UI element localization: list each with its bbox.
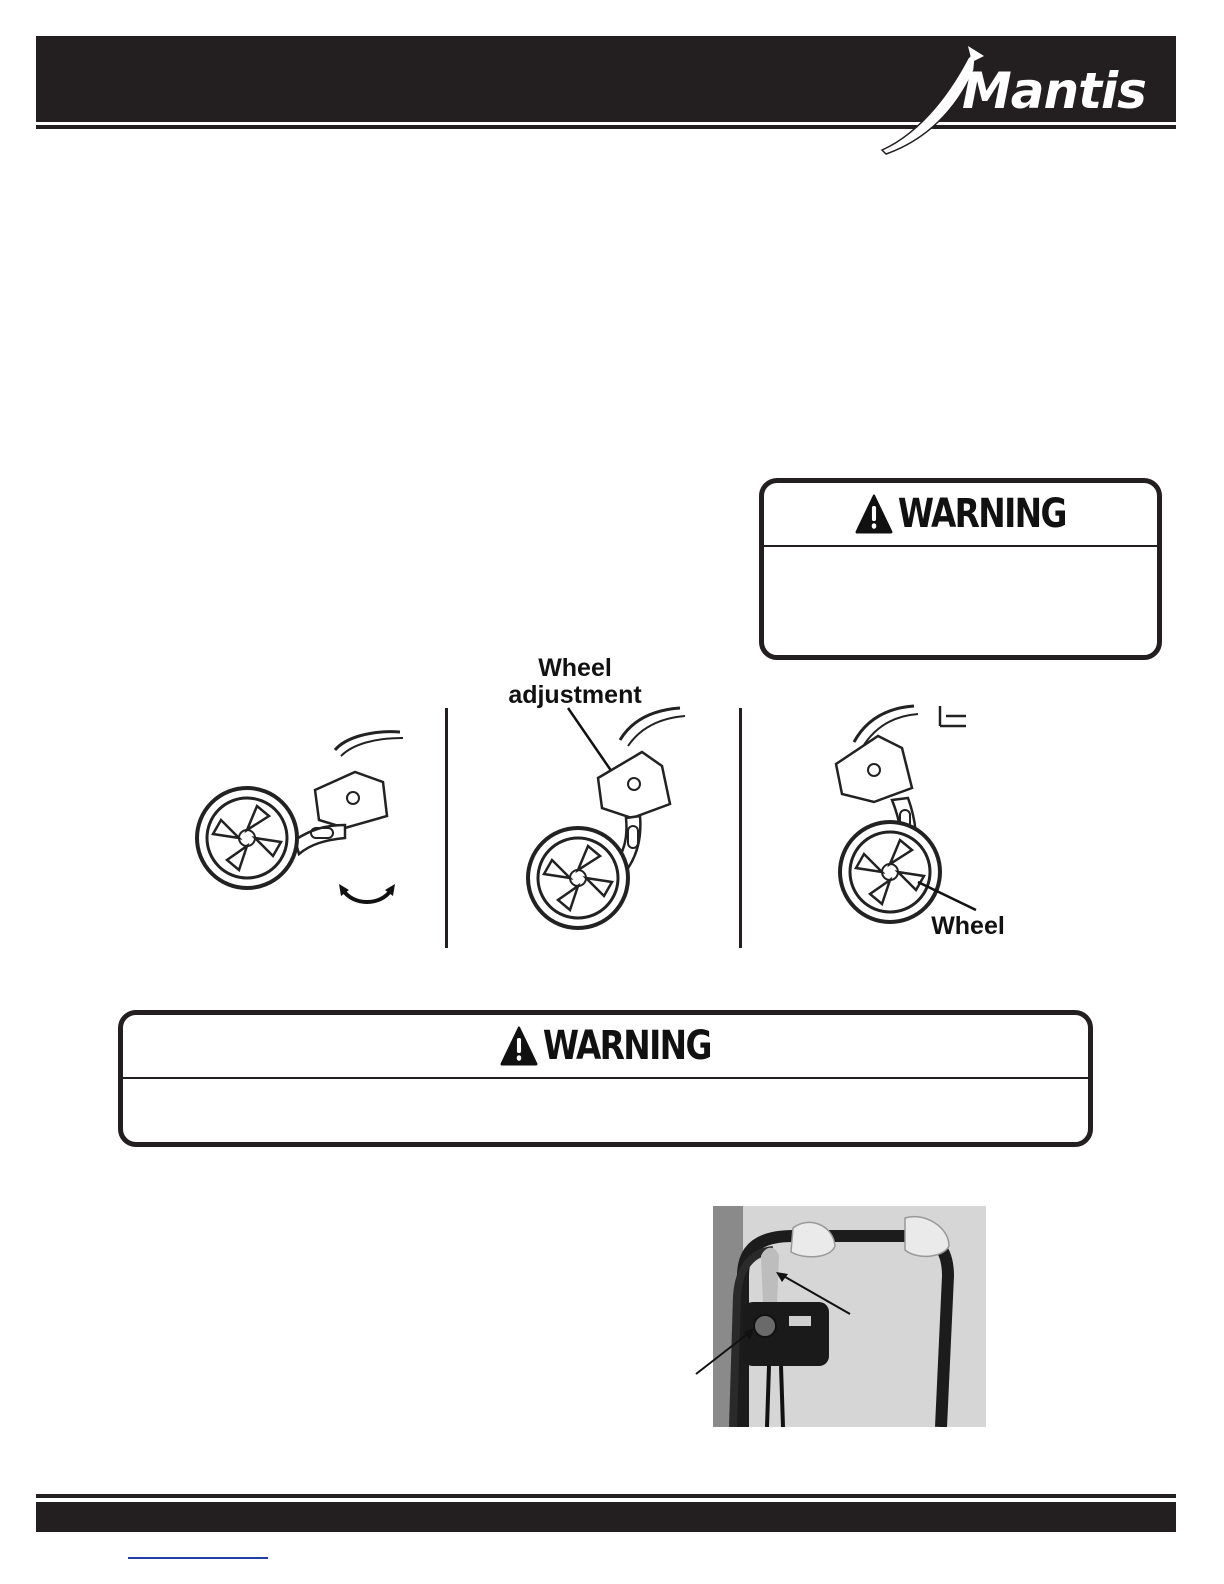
footer-link-underline[interactable] <box>128 1557 268 1559</box>
footer-bar <box>36 1502 1176 1532</box>
wheel-figure-raised <box>195 720 425 920</box>
warning-title: WARNING <box>542 1023 711 1069</box>
warning-triangle-icon <box>500 1026 538 1066</box>
warning-title: WARNING <box>897 491 1066 537</box>
brand-wordmark: Mantis <box>962 62 1146 120</box>
warning-box-top <box>759 478 1162 660</box>
footer-rule <box>36 1494 1176 1498</box>
warning-box-bottom <box>118 1010 1093 1147</box>
warning-triangle-icon <box>855 494 893 534</box>
wheel-label: Wheel <box>931 912 1005 940</box>
photo-callouts <box>690 1270 860 1380</box>
warning-heading <box>799 483 1121 545</box>
wheel-figure-middle <box>520 700 720 930</box>
warning-rule <box>764 545 1157 547</box>
warning-rule <box>123 1077 1088 1079</box>
figure-divider-1 <box>445 708 448 948</box>
warning-heading <box>210 1015 1001 1077</box>
figure-divider-2 <box>739 708 742 948</box>
wheel-adjustment-label: Wheel adjustment <box>508 654 642 709</box>
wheel-figure-lowered <box>830 702 1020 932</box>
rotate-arrow-icon <box>343 890 391 902</box>
